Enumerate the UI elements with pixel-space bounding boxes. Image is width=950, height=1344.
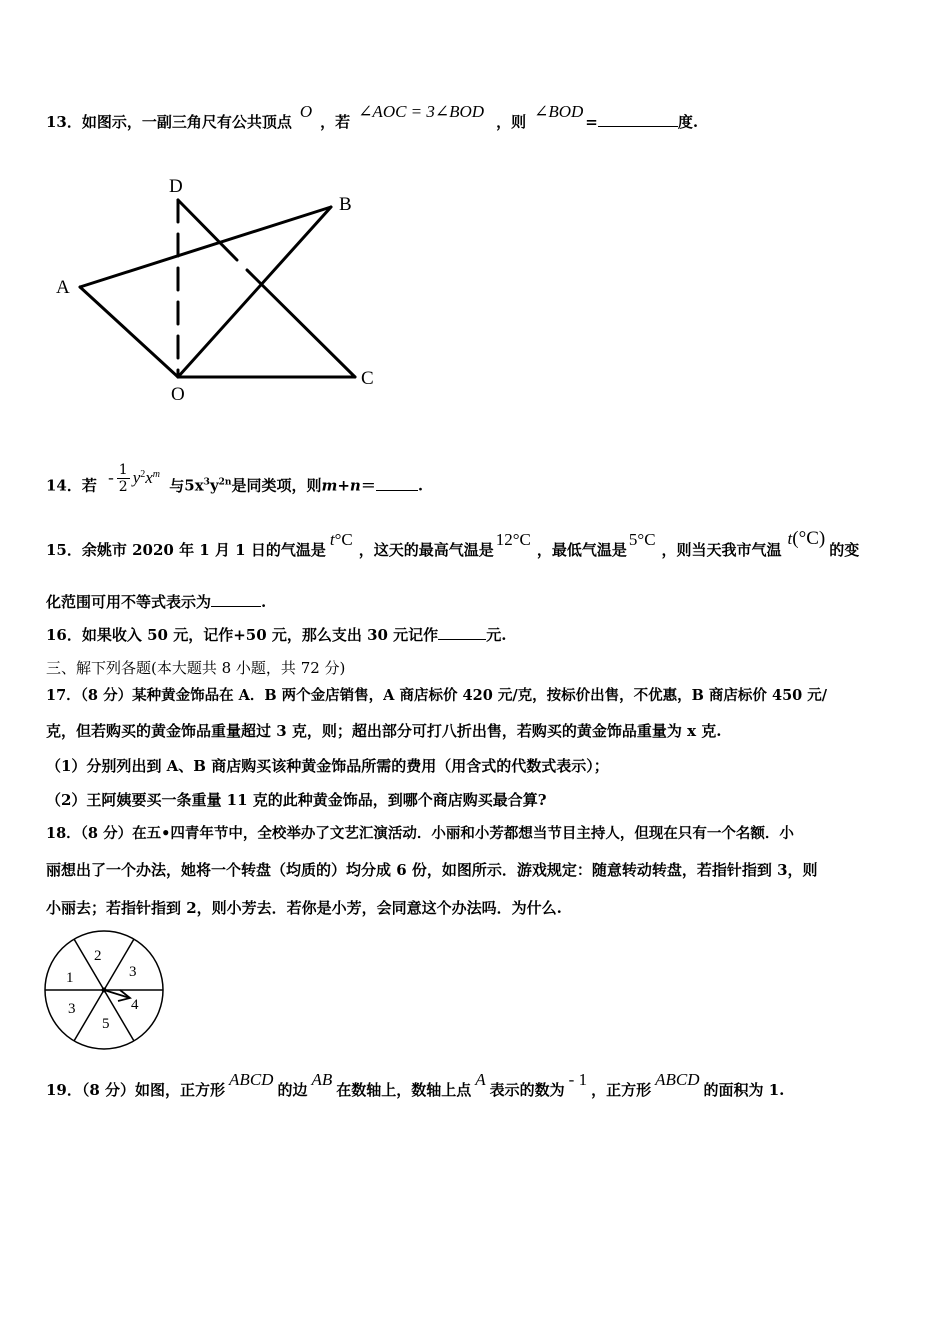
q14-text-3: ＝ [360, 476, 376, 495]
q14-expression: m+n [321, 476, 361, 495]
q13-equals: = [585, 113, 598, 131]
q14-end: . [417, 476, 424, 495]
question-17-sub-1 [46, 756, 609, 776]
q15-low-temp: 5°C [628, 530, 656, 549]
line-DC-upper [178, 200, 237, 260]
q14-answer-blank [376, 476, 418, 491]
label-C: C [361, 368, 374, 389]
q14-text-1: 与 [169, 476, 185, 495]
q13-answer-blank [598, 112, 678, 127]
q19-text-2: 在数轴上，数轴上点 [336, 1081, 472, 1099]
q19-text-1: 的边 [277, 1081, 308, 1099]
q15-number: 15．余姚市 2020 年 1 月 1 日的气温是 [46, 541, 326, 559]
q19-number: 19．（8 分）如图，正方形 [46, 1081, 226, 1099]
q17-sub-1: （1）分别列出到 A、B 商店购买该种黄金饰品所需的费用（用含式的代数式表示）； [46, 757, 609, 775]
q14-term2-exp: 3 [203, 477, 210, 488]
q19-square-2: ABCD [655, 1070, 700, 1089]
q16-text: 16．如果收入 50 元，记作+50 元，那么支出 30 元记作 [46, 626, 439, 644]
q17-line-2: 克，但若购买的黄金饰品重量超过 3 克，则；超出部分可打八折出售，若购买的黄金饰品重量为 x 克. [46, 722, 722, 740]
q14-term2: 5x [184, 476, 204, 495]
question-13 [46, 102, 699, 132]
q14-fraction [117, 462, 130, 495]
q15-var-unit: (°C) [792, 528, 826, 549]
q14-frac-num: 1 [118, 462, 128, 478]
q13-text-3: ，则 [496, 113, 527, 131]
q15-var-t: t [787, 529, 793, 548]
question-18-line-1 [46, 824, 794, 844]
q13-unit: 度. [677, 113, 699, 131]
q19-value: - 1 [568, 1070, 588, 1089]
q15-text-2: ，最低气温是 [536, 541, 627, 559]
q16-answer-blank [438, 625, 486, 640]
sector-label-2: 2 [94, 948, 102, 964]
q17-line-1: 17．（8 分）某种黄金饰品在 A．B 两个金店销售，A 商店标价 420 元/克，按标价出售，不优惠，B 商店标价 450 元/ [46, 687, 828, 704]
q13-triangle-figure [50, 170, 390, 410]
q14-term2-y-exp: 2n [218, 477, 232, 488]
q14-y-exp: 2 [140, 468, 146, 480]
spinner-center [102, 988, 107, 993]
q13-number: 13． [46, 113, 82, 131]
q19-side-ab: AB [311, 1070, 333, 1089]
question-19 [46, 1070, 785, 1100]
q15-text-4: 的变 [829, 541, 860, 559]
sector-label-3-top: 3 [129, 964, 137, 980]
question-17-line-2 [46, 721, 722, 741]
q13-vertex: O [299, 102, 313, 121]
q14-x-exp: m [152, 468, 161, 480]
q13-target: ∠BOD [534, 102, 584, 121]
section-3-heading [46, 658, 345, 678]
q14-y: y [132, 467, 141, 487]
q13-relation: ∠AOC = 3∠BOD [358, 102, 485, 121]
q19-square-1: ABCD [229, 1070, 274, 1089]
q19-text-3: 表示的数为 [489, 1081, 565, 1099]
q13-text-2: ，若 [320, 113, 351, 131]
q15-end: . [261, 593, 267, 611]
line-AO [80, 287, 178, 377]
q19-text-5: 的面积为 1. [703, 1081, 785, 1099]
q15-temp-var: t [329, 530, 335, 549]
sector-label-4: 4 [131, 997, 139, 1013]
q18-line-3: 小丽去；若指针指到 2，则小芳去．若你是小芳，会同意这个办法吗．为什么. [46, 899, 562, 917]
q15-text-3: ，则当天我市气温 [661, 541, 782, 559]
q14-text-2: 是同类项，则 [231, 476, 322, 495]
question-14 [46, 462, 424, 503]
q19-point-a: A [475, 1070, 486, 1089]
q14-frac-den: 2 [118, 479, 128, 495]
label-B: B [339, 194, 352, 215]
q14-minus: - [108, 467, 114, 487]
q18-line-2: 丽想出了一个办法，她将一个转盘（均质的）均分成 6 份，如图所示．游戏规定：随意转动转盘，若指针指到 3，则 [46, 861, 818, 879]
question-17-sub-2 [46, 790, 547, 810]
question-17-line-1 [46, 686, 827, 706]
question-16 [46, 625, 506, 645]
label-D: D [169, 176, 183, 197]
q15-text-1: ，这天的最高气温是 [358, 541, 494, 559]
q19-text-4: ，正方形 [591, 1081, 652, 1099]
sector-label-5: 5 [102, 1016, 110, 1032]
question-18-line-2 [46, 860, 818, 880]
q18-line-1: 18．（8 分）在五•四青年节中，全校举办了文艺汇演活动．小丽和小芳都想当节目主持人，但现在只有一个名额．小 [46, 825, 794, 842]
question-15-line-2 [46, 592, 266, 612]
q17-sub-2: （2）王阿姨要买一条重量 11 克的此种黄金饰品，到哪个商店购买最合算? [46, 791, 547, 809]
label-O: O [171, 384, 185, 405]
question-18-line-3 [46, 898, 562, 918]
q14-number: 14．若 [46, 476, 97, 495]
q13-text-1: 如图示，一副三角尺有公共顶点 [81, 113, 292, 131]
line-DC-lower [247, 270, 355, 377]
q14-term2-y: y [209, 476, 219, 495]
sector-label-3-left: 3 [68, 1001, 76, 1017]
section-3-title: 三、解下列各题(本大题共 8 小题，共 72 分) [46, 659, 346, 677]
q15-high-temp: 12°C [495, 530, 531, 549]
q15-answer-blank [211, 592, 261, 607]
label-A: A [56, 277, 70, 298]
q16-end: 元. [486, 626, 507, 644]
q14-x: x [145, 467, 153, 487]
spinner-figure [40, 928, 170, 1054]
q15-deg-unit: °C [334, 530, 353, 549]
question-15 [46, 528, 860, 560]
q15-line-2-text: 化范围可用不等式表示为 [46, 593, 212, 611]
sector-label-1: 1 [66, 970, 74, 986]
